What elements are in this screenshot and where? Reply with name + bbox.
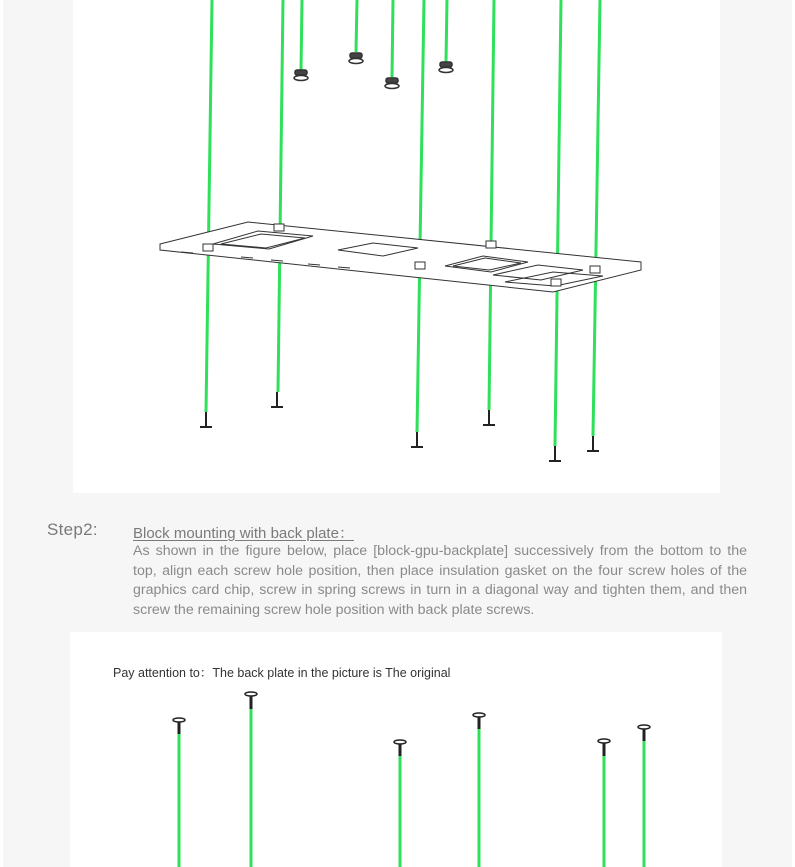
backplate-outline (160, 222, 641, 292)
fastener-icon (349, 53, 363, 64)
guide-line (278, 0, 283, 392)
standoff (486, 241, 496, 248)
screw-icon (245, 692, 257, 709)
attention-note: Pay attention to：The back plate in the picture is The original (113, 666, 451, 680)
guide-line (417, 0, 424, 432)
screw-icon (638, 725, 650, 741)
guide-lines (206, 0, 600, 446)
guide-lines (179, 707, 644, 867)
standoff (274, 224, 284, 231)
fastener-icon (385, 78, 399, 89)
screws (173, 692, 650, 756)
top-figure-panel (73, 0, 720, 493)
standoff (590, 266, 600, 273)
guide-line (206, 0, 212, 412)
guide-line (446, 0, 447, 62)
screw-icon (271, 392, 283, 407)
standoff (551, 279, 561, 286)
screw-icon (598, 739, 610, 756)
step-label: Step2: (47, 520, 98, 539)
guide-line (593, 0, 600, 436)
guide-line (489, 0, 494, 410)
guide-line (301, 0, 302, 70)
step-title: Block mounting with back plate： (133, 525, 354, 542)
lower-screws (200, 392, 599, 461)
step-description: As shown in the figure below, place [block-gpu-backplate] successively from the bottom to the top, align each screw hole position, then place insulation gasket on the four screw holes of the graphics card chip, screw in spring screws in turn in a diagonal way and tighten them, and then screw the remaining screw hole position with back plate screws. (133, 543, 747, 618)
fastener-icon (439, 62, 453, 73)
fastener-icon (294, 70, 308, 81)
backplate-exploded-diagram (73, 0, 720, 493)
screw-icon (587, 436, 599, 451)
guide-line (356, 0, 357, 52)
screw-icon (411, 432, 423, 447)
screw-icon (173, 718, 185, 734)
standoff (203, 244, 213, 251)
screw-icon (394, 740, 406, 756)
upper-fasteners (294, 53, 453, 89)
screw-icon (473, 713, 485, 729)
guide-line (555, 0, 561, 446)
guide-line (392, 0, 393, 78)
standoff (415, 262, 425, 269)
screw-icon (200, 412, 212, 427)
screw-icon (483, 410, 495, 425)
screw-icon (549, 446, 561, 461)
